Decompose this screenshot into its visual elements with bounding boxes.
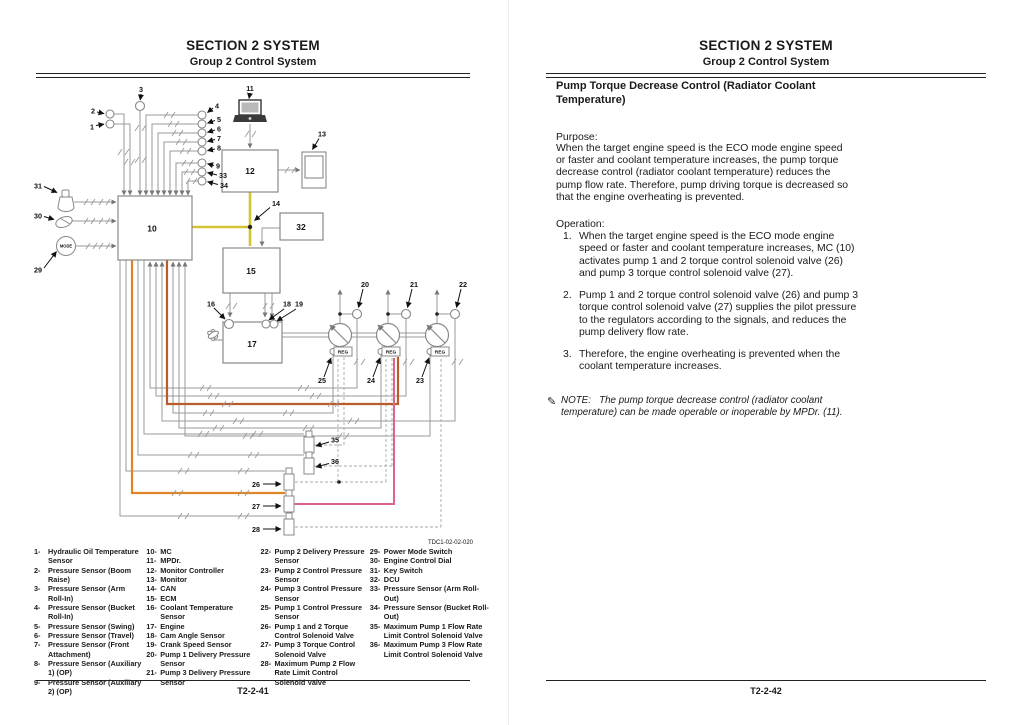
legend-item: 10- MC: [146, 547, 172, 556]
coolant-temp-sensor-circle: [225, 320, 234, 329]
callout-26: 26: [252, 480, 260, 489]
callout-16: 16: [207, 299, 215, 309]
legend-item: 2- Pressure Sensor (Boom Raise): [34, 565, 132, 584]
left-page-number: T2-2-41: [36, 680, 470, 696]
callout-29: 29: [34, 265, 42, 275]
group-subtitle: Group 2 Control System: [702, 56, 830, 68]
legend-item: 30- Engine Control Dial: [369, 556, 452, 566]
callout-36: 36: [331, 457, 339, 466]
sensor-9-circle: [198, 159, 206, 167]
legend-item: 35- Maximum Pump 1 Flow Rate Limit Control Solenoid Valve: [369, 621, 483, 640]
sensor-34-circle: [198, 177, 206, 185]
legend-item: 1- Hydraulic Oil Temperature Sensor: [34, 547, 139, 566]
pencil-note-icon: ✎: [547, 395, 557, 408]
legend-item: 32- DCU: [369, 574, 400, 584]
callout-20: 20: [361, 280, 369, 289]
callout-21: 21: [410, 280, 418, 289]
pilot-junction-dot: [337, 480, 341, 484]
pump3-delivery-sensor-circle: [402, 310, 411, 319]
legend-item: 13- Monitor: [146, 574, 188, 584]
regulator-2: [427, 347, 449, 356]
callout-6: 6: [217, 124, 221, 134]
sensor-6-circle: [198, 129, 206, 137]
legend-item: 31- Key Switch: [369, 565, 423, 575]
right-page-body: [547, 80, 890, 419]
topic-heading: Pump Torque Decrease Control (Radiator Coolant Temperature): [556, 80, 816, 106]
cam-angle-sensor-circle: [262, 320, 270, 328]
monitor-icon: [302, 152, 326, 188]
callout-14: 14: [272, 199, 280, 208]
sensor-4-circle: [198, 111, 206, 119]
callout-24: 24: [367, 376, 375, 385]
operation-label: Operation:: [556, 218, 605, 230]
engine-label: 17: [247, 339, 257, 349]
sensor-1-circle: [106, 120, 114, 128]
callout-4: 4: [215, 101, 219, 111]
purpose-paragraph: When the target engine speed is the ECO mode engine speed or faster and coolant temperature increases, the pump torque decrease control (radiator coolant temperature) reduces the pump flow rate. Therefore, pump driving torque is decreased so that the engine overheating is prevented.: [556, 142, 849, 204]
drawing-number: TDC1-02-02-020: [427, 540, 473, 546]
ecm-label: 15: [246, 266, 256, 276]
engine-fan-icon: [207, 329, 223, 340]
header-rule: [546, 73, 986, 78]
operation-list: [556, 231, 890, 374]
operation-item: 1. When the target engine speed is the ECO mode engine speed or faster and coolant temperature increases, MC (10) activates pump 1 and 2 torque control solenoid valve (26) and pump 3 torque control solenoid valve (27).: [563, 230, 855, 280]
callout-18: 18: [283, 299, 291, 309]
pump2-delivery-sensor-circle: [451, 310, 460, 319]
note-block: [547, 395, 857, 419]
callout-34: 34: [220, 181, 228, 190]
crank-speed-sensor-circle: [270, 320, 278, 328]
mc-box-label: 10: [147, 223, 157, 234]
group-subtitle: Group 2 Control System: [189, 56, 317, 68]
legend-item: 26- Pump 1 and 2 Torque Control Solenoid Valve: [260, 621, 354, 640]
mc-to-valve27-line: [132, 260, 285, 493]
callout-7: 7: [217, 134, 221, 143]
legend-item: 15- ECM: [146, 593, 177, 603]
pump-2-symbol: [426, 324, 449, 347]
note-text: [561, 395, 857, 419]
callout-13: 13: [318, 129, 326, 139]
left-page-header: [36, 38, 470, 78]
legend-item: 4- Pressure Sensor (Bucket Roll-In): [34, 602, 135, 622]
legend-item: 25- Pump 1 Control Pressure Sensor: [260, 602, 363, 622]
pump-3-symbol: [377, 324, 400, 347]
operation-item: 2. Pump 1 and 2 torque control solenoid valve (26) and pump 3 torque control solenoid valve (27) supplies the pilot pressure to the regulators according to the signals, and reduces the pump delivery flow rate.: [563, 289, 858, 339]
legend-item: 3- Pressure Sensor (Arm Roll-In): [34, 584, 126, 603]
right-page-number: T2-2-42: [546, 680, 986, 696]
diagram-legend: [34, 547, 490, 696]
callout-25: 25: [318, 376, 326, 385]
control-system-diagram: [0, 78, 510, 548]
monitor-controller-label: 12: [245, 166, 255, 176]
legend-item: 19- Crank Speed Sensor: [146, 640, 232, 650]
can-line: [192, 192, 250, 246]
reg-label: REG: [434, 350, 446, 356]
junction-dot: [386, 312, 390, 316]
legend-column-1: [34, 547, 143, 696]
legend-item: 28- Maximum Pump 2 Flow Rate Limit Control Solenoid Valve: [260, 658, 356, 687]
legend-item: 33- Pressure Sensor (Arm Roll-Out): [369, 584, 480, 603]
power-mode-switch-icon: [57, 237, 76, 256]
callout-23: 23: [416, 376, 424, 385]
valve-28: [284, 513, 294, 535]
note-sentence: The pump torque decrease control (radiator coolant temperature) can be made operable or inoperable by MPDr. (11).: [561, 394, 843, 418]
junction-dot: [338, 312, 342, 316]
callout-9: 9: [216, 161, 220, 171]
reg-label: REG: [385, 350, 397, 356]
legend-item: 36- Maximum Pump 3 Flow Rate Limit Control Solenoid Valve: [369, 640, 483, 659]
legend-item: 22- Pump 2 Delivery Pressure Sensor: [260, 547, 365, 566]
junction-dot: [435, 312, 439, 316]
valve-27: [284, 490, 294, 512]
valve-36: [304, 452, 314, 474]
page-right: [508, 0, 1015, 725]
legend-item: 12- Monitor Controller: [146, 565, 224, 575]
sensor-3-circle: [136, 102, 145, 111]
key-switch-icon: [58, 190, 74, 212]
callout-33: 33: [219, 171, 227, 180]
legend-item: 14- CAN: [146, 584, 177, 594]
callout-8: 8: [217, 143, 221, 153]
note-label: NOTE:: [561, 394, 591, 406]
regulator-3: [378, 347, 400, 356]
legend-item: 20- Pump 1 Delivery Pressure Sensor: [146, 649, 251, 668]
legend-item: 5- Pressure Sensor (Swing): [34, 621, 135, 631]
purpose-label: Purpose:: [556, 131, 598, 143]
reg-label: REG: [337, 350, 349, 356]
legend-item: 29- Power Mode Switch: [369, 547, 453, 556]
legend-item: 17- Engine: [146, 621, 185, 631]
can-junction-dot: [248, 225, 252, 229]
sensor-2-circle: [106, 110, 114, 118]
legend-column-3: [261, 547, 367, 696]
mode-label: MODE: [59, 243, 73, 249]
legend-column-4: [370, 547, 490, 696]
callout-31: 31: [34, 181, 42, 191]
engine-control-dial-icon: [54, 214, 73, 229]
callout-3: 3: [139, 85, 143, 94]
legend-item: 11- MPDr.: [146, 556, 181, 566]
callout-1: 1: [90, 122, 94, 132]
legend-item: 7- Pressure Sensor (Front Attachment): [34, 640, 130, 659]
pump-1-symbol: [329, 324, 352, 347]
legend-item: 24- Pump 3 Control Pressure Sensor: [260, 584, 363, 603]
callout-11: 11: [246, 84, 254, 93]
page-left: [0, 0, 507, 725]
callout-5: 5: [217, 115, 221, 124]
sensor-33-circle: [198, 168, 206, 176]
callout-30: 30: [34, 211, 42, 221]
valve-35: [304, 431, 314, 453]
sensor-5-circle: [198, 120, 206, 128]
legend-item: 18- Cam Angle Sensor: [146, 630, 225, 640]
operation-item: 3. Therefore, the engine overheating is prevented when the coolant temperature increases.: [563, 348, 841, 373]
callout-35: 35: [331, 435, 339, 445]
callout-19: 19: [295, 299, 303, 309]
right-page-header: [546, 38, 986, 78]
legend-item: 21- Pump 3 Delivery Pressure Sensor: [146, 668, 251, 687]
laptop-icon: [233, 100, 267, 122]
section-title: SECTION 2 SYSTEM: [186, 38, 320, 53]
callout-2: 2: [91, 106, 95, 116]
pump1-delivery-sensor-circle: [353, 310, 362, 319]
valve-26: [284, 468, 294, 490]
regulator-1: [330, 347, 352, 356]
legend-item: 16- Coolant Temperature Sensor: [146, 602, 234, 622]
sensor-8-circle: [198, 147, 206, 155]
legend-column-2: [146, 547, 257, 696]
callout-27: 27: [252, 502, 260, 511]
legend-item: 9- Pressure Sensor (Auxiliary 2) (OP): [34, 677, 142, 696]
callout-22: 22: [459, 280, 467, 289]
legend-item: 6- Pressure Sensor (Travel): [34, 630, 134, 640]
sensor-7-circle: [198, 138, 206, 146]
legend-item: 27- Pump 3 Torque Control Solenoid Valve: [260, 640, 356, 659]
callout-28: 28: [252, 525, 260, 534]
section-title: SECTION 2 SYSTEM: [699, 38, 833, 53]
dcu-label: 32: [296, 222, 306, 232]
legend-item: 8- Pressure Sensor (Auxiliary 1) (OP): [34, 658, 142, 678]
legend-item: 34- Pressure Sensor (Bucket Roll-Out): [369, 602, 489, 622]
legend-item: 23- Pump 2 Control Pressure Sensor: [260, 565, 363, 584]
